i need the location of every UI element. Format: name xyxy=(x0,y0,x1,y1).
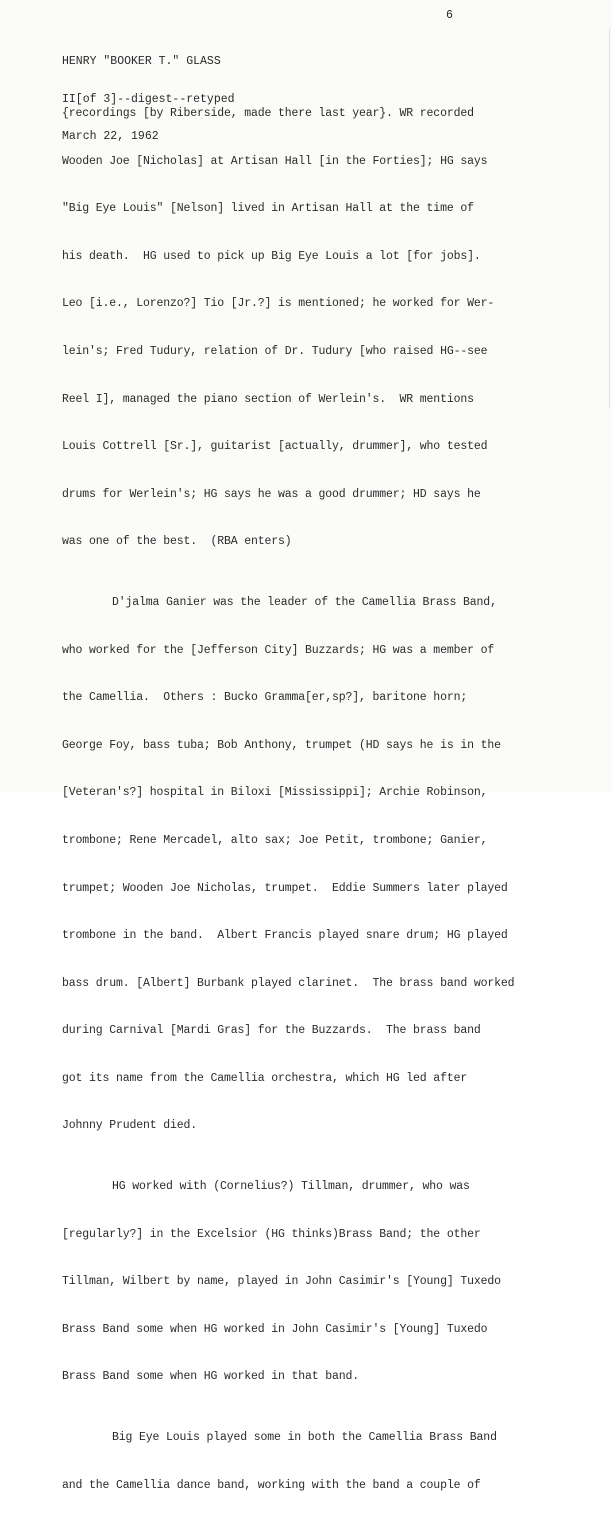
header-name-line: HENRY "BOOKER T." GLASS xyxy=(62,55,221,68)
body-line: Tillman, Wilbert by name, played in John Casimir's [Young] Tuxedo xyxy=(62,1275,501,1289)
body-line: and the Camellia dance band, working with the band a couple of xyxy=(62,1478,481,1492)
body-line: during Carnival [Mardi Gras] for the Buzzards. The brass band xyxy=(62,1024,481,1038)
body-line: got its name from the Camellia orchestra, which HG led after xyxy=(62,1071,468,1085)
body-line: Wooden Joe [Nicholas] at Artisan Hall [in the Forties]; HG says xyxy=(62,154,488,168)
body-line: the Camellia. Others : Bucko Gramma[er,sp?], baritone horn; xyxy=(62,691,468,705)
body-line: Leo [i.e., Lorenzo?] Tio [Jr.?] is mentioned; he worked for Wer- xyxy=(62,297,495,311)
transcript-body xyxy=(62,77,552,1522)
body-line: {recordings [by Riberside, made there last year}. WR recorded xyxy=(62,107,474,120)
scan-edge-shadow xyxy=(609,28,610,408)
body-line: Johnny Prudent died. xyxy=(62,1119,198,1133)
body-line: trumpet; Wooden Joe Nicholas, trumpet. Eddie Summers later played xyxy=(62,881,508,895)
body-line: [Veteran's?] hospital in Biloxi [Mississippi]; Archie Robinson, xyxy=(62,786,488,800)
body-line: George Foy, bass tuba; Bob Anthony, trumpet (HD says he is in the xyxy=(62,738,501,752)
body-line: Brass Band some when HG worked in that band. xyxy=(62,1370,360,1384)
body-line: lein's; Fred Tudury, relation of Dr. Tudury [who raised HG--see xyxy=(62,344,488,358)
body-line: trombone in the band. Albert Francis played snare drum; HG played xyxy=(62,929,508,943)
body-line: who worked for the [Jefferson City] Buzzards; HG was a member of xyxy=(62,643,495,657)
body-line: trombone; Rene Mercadel, alto sax; Joe Petit, trombone; Ganier, xyxy=(62,833,488,847)
paragraph-first-line: HG worked with (Cornelius?) Tillman, drummer, who was xyxy=(112,1180,470,1194)
header-reel-line: II[of 3]--digest--retyped xyxy=(62,92,235,106)
paragraph-first-line: Big Eye Louis played some in both the Camellia Brass Band xyxy=(112,1431,497,1445)
paragraph-first-line: D'jalma Ganier was the leader of the Camellia Brass Band, xyxy=(112,595,497,609)
body-line: Louis Cottrell [Sr.], guitarist [actually, drummer], who tested xyxy=(62,440,488,454)
body-line: [regularly?] in the Excelsior (HG thinks)Brass Band; the other xyxy=(62,1227,481,1241)
body-line: his death. HG used to pick up Big Eye Louis a lot [for jobs]. xyxy=(62,249,481,263)
body-line: drums for Werlein's; HG says he was a good drummer; HD says he xyxy=(62,487,481,501)
header-date-line: March 22, 1962 xyxy=(62,130,159,143)
body-line: bass drum. [Albert] Burbank played clarinet. The brass band worked xyxy=(62,976,515,990)
body-line: was one of the best. (RBA enters) xyxy=(62,535,292,549)
body-line: Reel I], managed the piano section of Werlein's. WR mentions xyxy=(62,392,474,406)
body-line: "Big Eye Louis" [Nelson] lived in Artisan Hall at the time of xyxy=(62,202,474,216)
body-line: Brass Band some when HG worked in John Casimir's [Young] Tuxedo xyxy=(62,1322,488,1336)
page-number: 6 xyxy=(446,9,453,22)
